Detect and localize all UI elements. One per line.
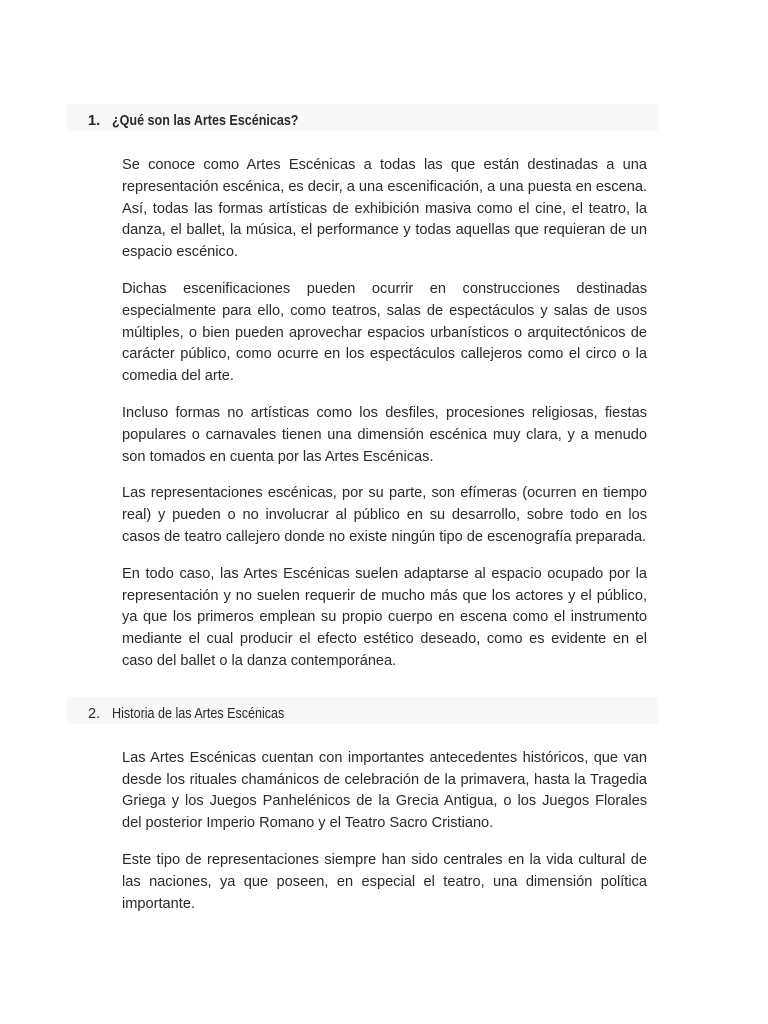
section-2-number: 2. (88, 705, 101, 722)
section-2-heading (67, 697, 658, 724)
paragraph: Las Artes Escénicas cuentan con importantes antecedentes históricos, que van desde los rituales chamánicos de celebración de la primavera, hasta la Tragedia Griega y los Juegos Panhelénicos de la Grecia Antigua, o los Juegos Florales del posterior Imperio Romano y el Teatro Sacro Cristiano. (122, 749, 647, 832)
section-historia-de-las-artes-escenicas (0, 688, 768, 931)
section-1-title: ¿Qué son las Artes Escénicas? (112, 113, 299, 129)
section-1-heading (67, 104, 658, 131)
section-que-son-las-artes-escenicas (0, 104, 768, 688)
section-1-number: 1. (88, 113, 101, 129)
paragraph: Incluso formas no artísticas como los desfiles, procesiones religiosas, fiestas populares o carnavales tienen una dimensión escénica muy clara, y a menudo son tomados en cuenta por las Artes Escénicas. (122, 404, 647, 465)
paragraph: Se conoce como Artes Escénicas a todas las que están destinadas a una representación escénica, es decir, a una escenificación, a una puesta en escena. Así, todas las formas artísticas de exhibición masiva como el cine, el teatro, la danza, el ballet, la música, el performance y todas aquellas que requieran de un espacio escénico. (122, 157, 647, 261)
paragraph: Las representaciones escénicas, por su parte, son efímeras (ocurren en tiempo real) y pueden o no involucrar al público en su desarrollo, sobre todo en los casos de teatro callejero donde no existe ningún tipo de escenografía preparada. (122, 485, 647, 545)
paragraph: En todo caso, las Artes Escénicas suelen adaptarse al espacio ocupado por la representación y no suelen requerir de mucho más que los actores y el público, ya que los primeros emplean su propio cuerpo en escena como el instrumento mediante el cual producir el efecto estético deseado, como es evidente en el caso del ballet o la danza contemporánea. (122, 565, 647, 669)
section-2-title: Historia de las Artes Escénicas (112, 705, 285, 722)
paragraph: Este tipo de representaciones siempre han sido centrales en la vida cultural de las naciones, ya que poseen, en especial el teatro, una dimensión política importante. (122, 851, 647, 912)
paragraph: Dichas escenificaciones pueden ocurrir en construcciones destinadas especialmente para ello, como teatros, salas de espectáculos y salas de usos múltiples, o bien pueden aprovechar espacios urbanísticos o arquitectónicos de carácter público, como ocurre en los espectáculos callejeros como el circo o la comedia del arte. (122, 280, 647, 385)
